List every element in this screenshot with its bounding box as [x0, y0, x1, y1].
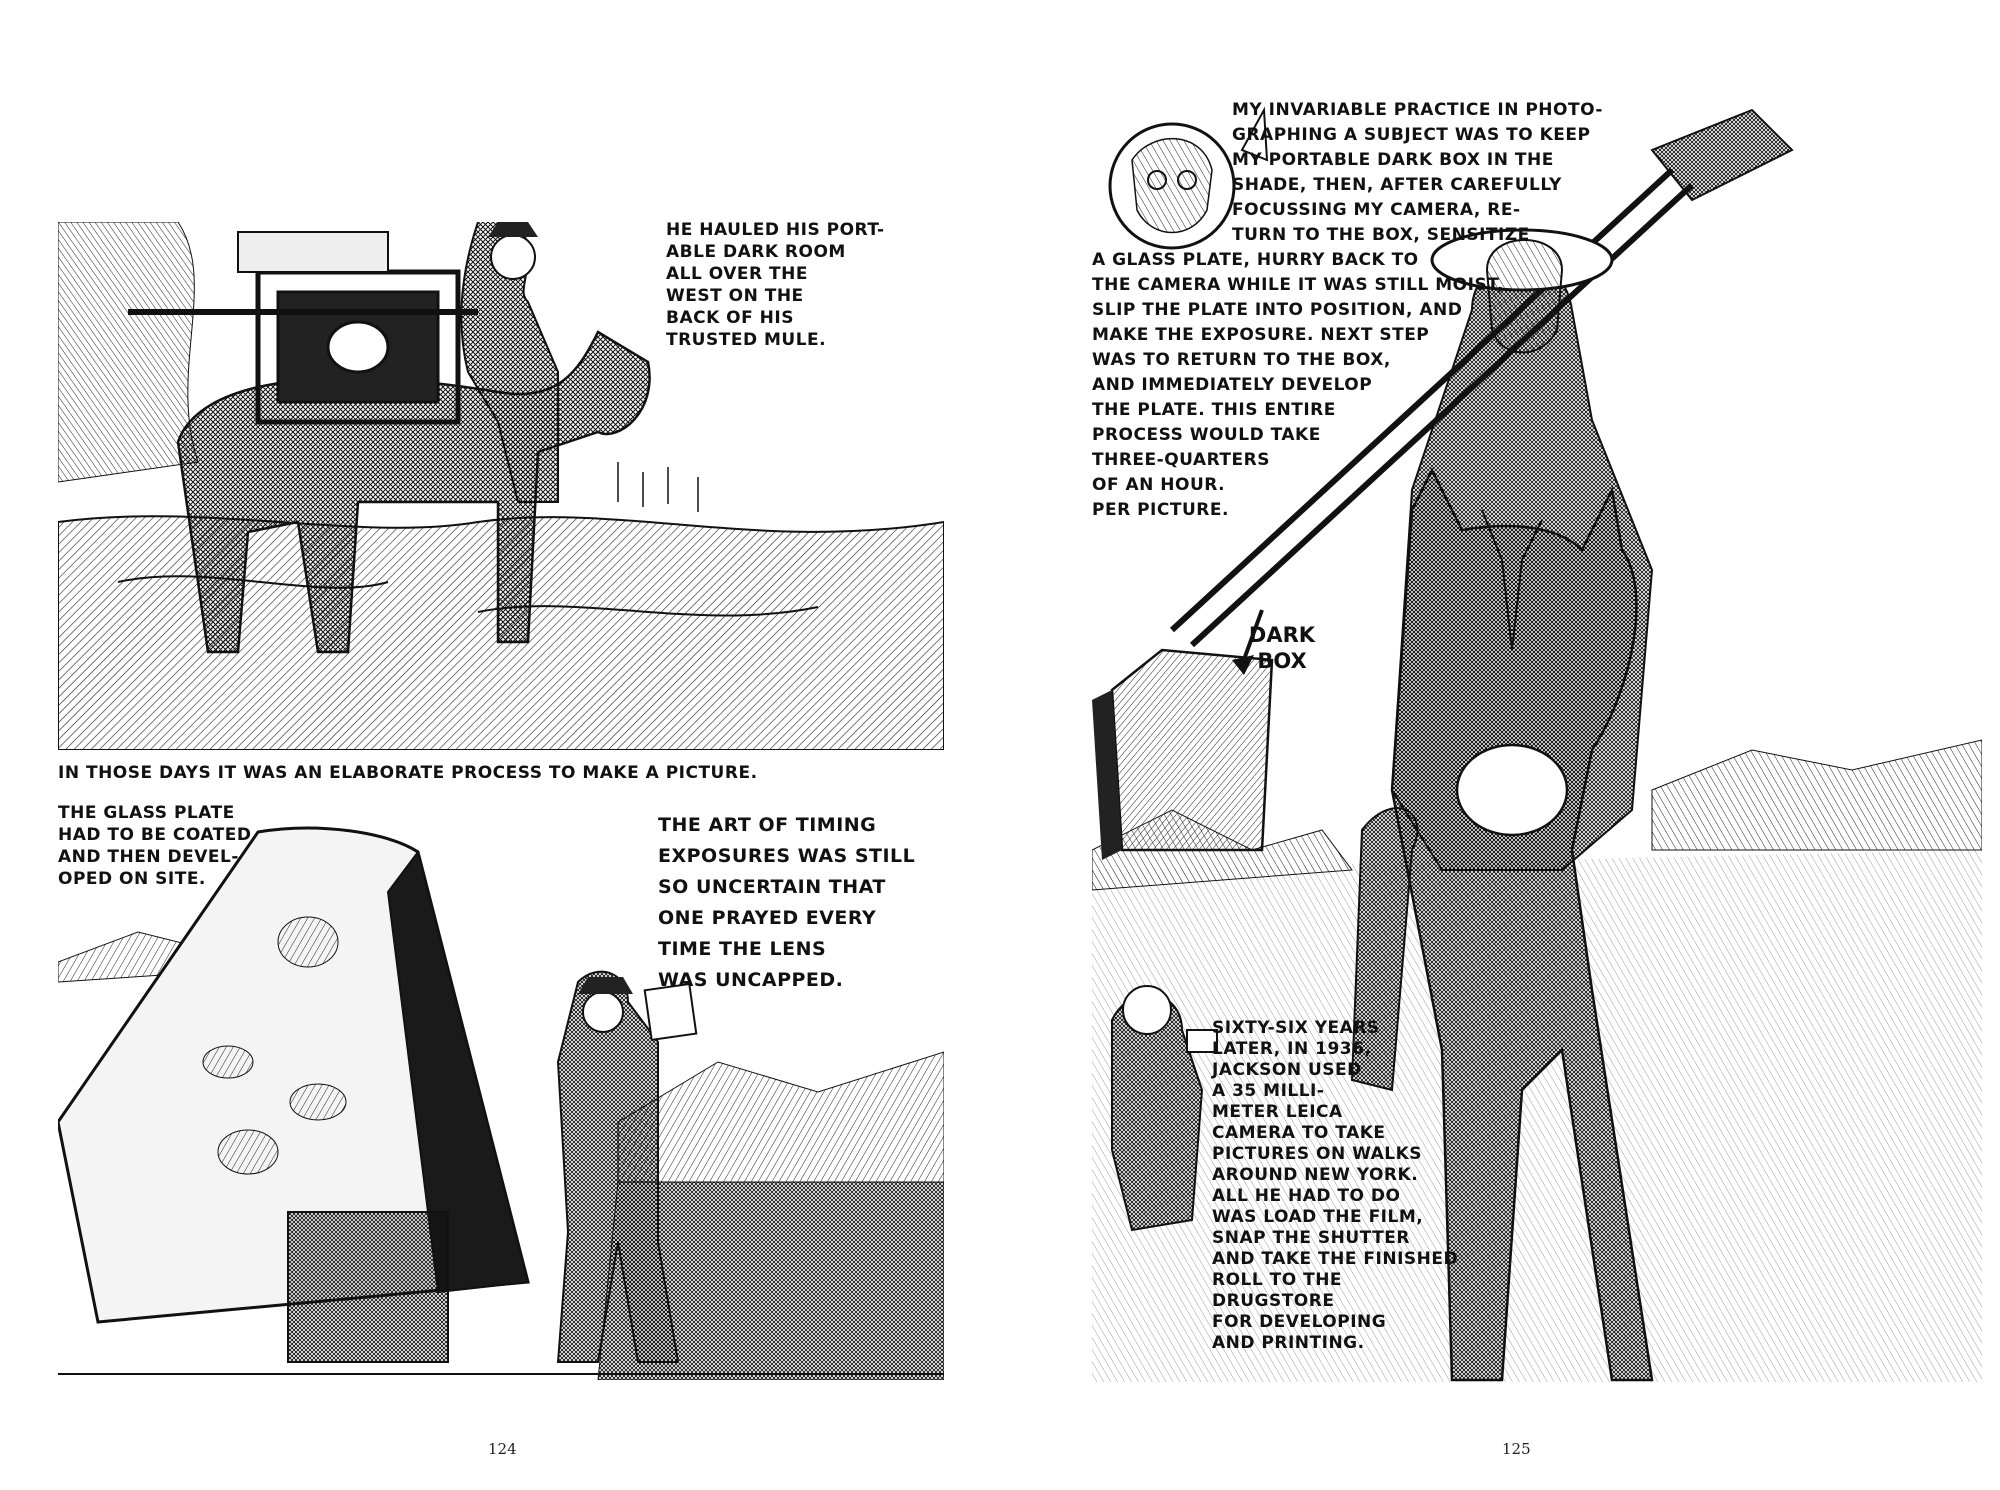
caption-practice-first: MY INVARIABLE PRACTICE IN PHOTO- GRAPHING A SUBJECT WAS TO KEEP MY PORTABLE DARK BOX IN THE SHADE, THEN, AFTER CAREFULLY FOCUSSING MY CAMERA, RE- TURN TO THE BOX, SENSITIZE — [1232, 100, 1603, 245]
dark-box-label: DARK BOX — [1248, 623, 1316, 673]
panel-horseback — [1092, 90, 1982, 1382]
caption-leica: SIXTY-SIX YEARS LATER, IN 1936, JACKSON USED A 35 MILLI- METER LEICA CAMERA TO TAKE PICTURES ON WALKS AROUND NEW YORK. ALL HE HAD TO DO WAS LOAD THE FILM, SNAP THE SHUTTER AND TAKE THE FINISHED ROLL TO THE DRUGSTORE FOR DEVELOPING AND PRINTING. — [1212, 1018, 1459, 1353]
caption-timing: THE ART OF TIMING EXPOSURES WAS STILL SO UNCERTAIN THAT ONE PRAYED EVERY TIME THE LENS WAS UNCAPPED. — [658, 814, 916, 991]
caption-elaborate-process: IN THOSE DAYS IT WAS AN ELABORATE PROCESS TO MAKE A PICTURE. — [58, 763, 758, 783]
caption-glass-plate: THE GLASS PLATE HAD TO BE COATED AND THEN DEVEL- OPED ON SITE. — [58, 803, 252, 889]
caption-hauled: HE HAULED HIS PORT- ABLE DARK ROOM ALL OVER THE WEST ON THE BACK OF HIS TRUSTED MULE. — [666, 222, 885, 350]
caption-practice-rest: A GLASS PLATE, HURRY BACK TO THE CAMERA WHILE IT WAS STILL MOIST, SLIP THE PLATE INTO POSITION, AND MAKE THE EXPOSURE. NEXT STEP WAS TO RETURN TO THE BOX, AND IMMEDIATELY DEVELOP THE PLATE. THIS ENTIRE PROCESS WOULD TAKE THREE-QUARTERS OF AN HOUR. PER PICTURE. — [1092, 250, 1504, 520]
right-page — [1000, 0, 2000, 1490]
panel-mule — [58, 222, 944, 750]
panel-tent — [58, 762, 944, 1380]
page-number-left: 124 — [488, 1440, 517, 1458]
page-number-right: 125 — [1502, 1440, 1531, 1458]
